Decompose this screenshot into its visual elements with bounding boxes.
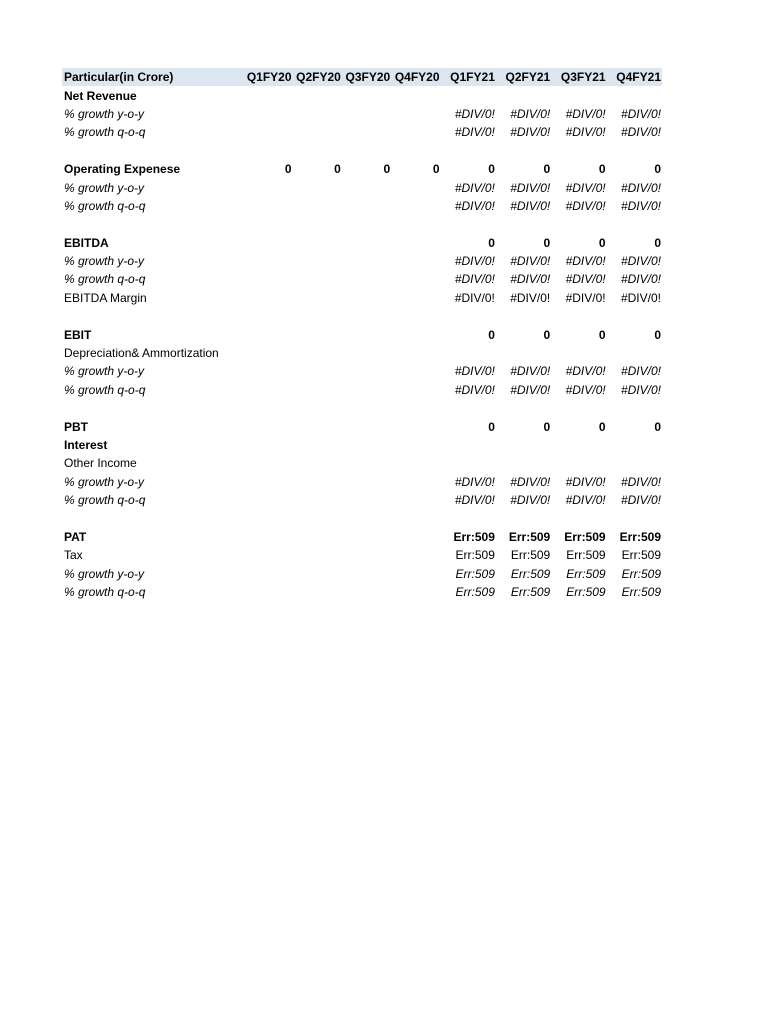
value-cell (391, 381, 440, 399)
value-cell: 0 (432, 162, 440, 177)
header-period-cell: Q4FY20 (391, 68, 440, 86)
value-cell (342, 142, 391, 160)
value-cell (243, 123, 292, 141)
row-label-cell: % growth q-o-q (64, 585, 146, 600)
value-cell (391, 307, 440, 325)
value-cell: #DIV/0! (620, 125, 661, 140)
header-particular-cell: Particular(in Crore) (62, 68, 243, 86)
value-cell (607, 344, 662, 362)
value-cell: #DIV/0! (620, 364, 661, 379)
value-cell (243, 215, 292, 233)
value-cell (391, 234, 440, 252)
value-cell (243, 417, 292, 435)
value-cell (441, 142, 496, 160)
value-cell (243, 252, 292, 270)
value-cell (243, 399, 292, 417)
value-cell: Err:509 (510, 548, 551, 563)
value-cell (293, 215, 342, 233)
value-cell (243, 178, 292, 196)
value-cell (391, 454, 440, 472)
header-period-cell: Q1FY20 (243, 68, 292, 86)
value-cell (391, 197, 440, 215)
header-period-cell: Q2FY20 (293, 68, 342, 86)
value-cell (391, 289, 440, 307)
value-cell (342, 546, 391, 564)
value-cell: 0 (488, 327, 495, 342)
table-body (62, 86, 662, 601)
value-cell (342, 105, 391, 123)
value-cell: Err:509 (619, 529, 661, 544)
value-cell (342, 270, 391, 288)
table-row (62, 234, 662, 252)
value-cell (391, 473, 440, 491)
value-cell: #DIV/0! (510, 106, 551, 121)
row-label-cell: EBIT (64, 327, 92, 342)
value-cell: Err:509 (508, 529, 551, 544)
row-label-cell (62, 509, 243, 527)
table-row (62, 344, 662, 362)
value-cell (293, 197, 342, 215)
value-cell: #DIV/0! (454, 290, 495, 305)
value-cell (441, 307, 496, 325)
value-cell: 0 (334, 162, 341, 177)
value-cell (496, 142, 551, 160)
value-cell: #DIV/0! (454, 125, 495, 140)
row-label-cell: % growth y-o-y (64, 566, 145, 581)
value-cell (293, 123, 342, 141)
value-cell (243, 86, 292, 104)
table-row (62, 270, 662, 288)
table-row (62, 197, 662, 215)
value-cell: Err:509 (621, 548, 661, 563)
value-cell: 0 (543, 162, 551, 177)
value-cell (342, 325, 391, 343)
value-cell (243, 325, 292, 343)
value-cell: 0 (598, 327, 606, 342)
value-cell: #DIV/0! (620, 474, 661, 489)
value-cell: #DIV/0! (454, 364, 495, 379)
value-cell (293, 399, 342, 417)
value-cell (441, 436, 496, 454)
value-cell (293, 565, 342, 583)
value-cell (342, 197, 391, 215)
row-label-cell: % growth q-o-q (64, 493, 146, 508)
value-cell (293, 325, 342, 343)
value-cell (342, 362, 391, 380)
value-cell (496, 344, 551, 362)
value-cell: #DIV/0! (565, 290, 606, 305)
value-cell (391, 417, 440, 435)
value-cell: Err:509 (621, 585, 661, 600)
value-cell (551, 344, 606, 362)
value-cell (342, 436, 391, 454)
value-cell (391, 252, 440, 270)
value-cell (496, 86, 551, 104)
value-cell: 0 (543, 235, 551, 250)
value-cell: #DIV/0! (620, 382, 661, 397)
value-cell: 0 (654, 162, 661, 177)
table-row (62, 325, 662, 343)
value-cell: #DIV/0! (620, 290, 661, 305)
value-cell (391, 528, 440, 546)
value-cell (342, 454, 391, 472)
header-period-cell: Q2FY21 (496, 68, 551, 86)
value-cell (551, 86, 606, 104)
value-cell (243, 546, 292, 564)
row-label-cell: Net Revenue (64, 88, 137, 103)
value-cell (293, 473, 342, 491)
row-label-cell: % growth q-o-q (64, 382, 146, 397)
row-label-cell (62, 142, 243, 160)
value-cell (342, 252, 391, 270)
value-cell: #DIV/0! (565, 198, 606, 213)
value-cell: #DIV/0! (565, 106, 606, 121)
value-cell (496, 436, 551, 454)
value-cell: #DIV/0! (565, 382, 606, 397)
table-row (62, 546, 662, 564)
value-cell: 0 (654, 419, 661, 434)
table-row (62, 160, 662, 178)
row-label-cell: % growth q-o-q (64, 125, 146, 140)
value-cell: #DIV/0! (510, 254, 551, 269)
value-cell: #DIV/0! (620, 493, 661, 508)
value-cell (243, 436, 292, 454)
value-cell (342, 381, 391, 399)
value-cell: #DIV/0! (454, 272, 495, 287)
value-cell (441, 399, 496, 417)
value-cell (607, 307, 662, 325)
value-cell (496, 454, 551, 472)
value-cell (293, 142, 342, 160)
table-row (62, 565, 662, 583)
value-cell (293, 454, 342, 472)
header-row (62, 68, 662, 86)
value-cell (342, 289, 391, 307)
header-period-cell: Q3FY21 (551, 68, 606, 86)
row-label-cell: PBT (64, 419, 88, 434)
value-cell: 0 (654, 327, 661, 342)
value-cell (243, 509, 292, 527)
value-cell: 0 (383, 162, 391, 177)
value-cell (342, 178, 391, 196)
spacer-row (62, 307, 662, 325)
table-row (62, 86, 662, 104)
value-cell (243, 473, 292, 491)
row-label-cell: % growth q-o-q (64, 272, 146, 287)
value-cell (391, 178, 440, 196)
value-cell: Err:509 (455, 566, 495, 581)
value-cell (293, 381, 342, 399)
table-row (62, 289, 662, 307)
value-cell: 0 (598, 419, 606, 434)
table-row (62, 362, 662, 380)
value-cell (243, 528, 292, 546)
value-cell: Err:509 (566, 566, 606, 581)
value-cell (391, 491, 440, 509)
row-label-cell: % growth y-o-y (64, 106, 145, 121)
value-cell (243, 289, 292, 307)
header-period-cell: Q1FY21 (441, 68, 496, 86)
row-label-cell: PAT (64, 529, 87, 544)
value-cell (243, 307, 292, 325)
value-cell: 0 (488, 162, 495, 177)
value-cell: Err:509 (510, 566, 551, 581)
value-cell (243, 362, 292, 380)
value-cell (496, 215, 551, 233)
value-cell (293, 509, 342, 527)
value-cell (342, 491, 391, 509)
row-label-cell: Tax (64, 548, 83, 563)
value-cell (391, 546, 440, 564)
value-cell (551, 142, 606, 160)
value-cell (391, 344, 440, 362)
value-cell (243, 454, 292, 472)
value-cell (243, 142, 292, 160)
value-cell: #DIV/0! (565, 180, 606, 195)
value-cell: #DIV/0! (454, 382, 495, 397)
table-row (62, 454, 662, 472)
value-cell: Err:509 (621, 566, 661, 581)
table-row (62, 473, 662, 491)
row-label-cell: % growth q-o-q (64, 198, 146, 213)
value-cell (441, 215, 496, 233)
value-cell (607, 436, 662, 454)
value-cell: #DIV/0! (565, 364, 606, 379)
value-cell: #DIV/0! (510, 198, 551, 213)
value-cell: #DIV/0! (510, 493, 551, 508)
value-cell (243, 105, 292, 123)
value-cell (243, 491, 292, 509)
value-cell (342, 565, 391, 583)
value-cell: Err:509 (564, 529, 606, 544)
row-label-cell: % growth y-o-y (64, 364, 145, 379)
value-cell: #DIV/0! (565, 125, 606, 140)
value-cell (293, 528, 342, 546)
row-label-cell (62, 215, 243, 233)
value-cell (607, 399, 662, 417)
value-cell (607, 454, 662, 472)
spacer-row (62, 399, 662, 417)
row-label-cell: Depreciation& Ammortization (64, 346, 219, 361)
value-cell (243, 270, 292, 288)
value-cell (551, 399, 606, 417)
table-row (62, 491, 662, 509)
header-period-cell: Q3FY20 (342, 68, 391, 86)
value-cell (496, 307, 551, 325)
value-cell: #DIV/0! (454, 198, 495, 213)
value-cell: #DIV/0! (454, 474, 495, 489)
value-cell (391, 215, 440, 233)
value-cell: #DIV/0! (565, 254, 606, 269)
value-cell (293, 546, 342, 564)
value-cell (391, 565, 440, 583)
value-cell (243, 344, 292, 362)
row-label-cell: Operating Expenese (64, 162, 181, 177)
value-cell (293, 583, 342, 601)
value-cell (391, 436, 440, 454)
table-row (62, 105, 662, 123)
value-cell (342, 583, 391, 601)
table-row (62, 178, 662, 196)
value-cell (391, 583, 440, 601)
value-cell (607, 142, 662, 160)
value-cell: #DIV/0! (620, 198, 661, 213)
value-cell (243, 197, 292, 215)
table-row (62, 123, 662, 141)
row-label-cell: % growth y-o-y (64, 254, 145, 269)
value-cell (293, 344, 342, 362)
value-cell: 0 (654, 235, 661, 250)
value-cell: Err:509 (510, 585, 551, 600)
value-cell (293, 105, 342, 123)
value-cell: #DIV/0! (565, 474, 606, 489)
value-cell (391, 123, 440, 141)
value-cell (293, 436, 342, 454)
value-cell: #DIV/0! (510, 125, 551, 140)
row-label-cell: % growth y-o-y (64, 180, 145, 195)
row-label-cell (62, 307, 243, 325)
table-row (62, 436, 662, 454)
value-cell (293, 252, 342, 270)
value-cell (551, 454, 606, 472)
row-label-cell: EBITDA (64, 235, 109, 250)
value-cell (441, 509, 496, 527)
spacer-row (62, 215, 662, 233)
value-cell: #DIV/0! (510, 290, 551, 305)
value-cell: Err:509 (566, 585, 606, 600)
value-cell: #DIV/0! (510, 474, 551, 489)
header-period-cell: Q4FY21 (607, 68, 662, 86)
value-cell (391, 142, 440, 160)
value-cell (342, 473, 391, 491)
value-cell (342, 123, 391, 141)
value-cell: #DIV/0! (620, 272, 661, 287)
value-cell: #DIV/0! (454, 106, 495, 121)
value-cell (441, 344, 496, 362)
value-cell (607, 86, 662, 104)
value-cell (293, 86, 342, 104)
value-cell: #DIV/0! (620, 180, 661, 195)
row-label-cell: Interest (64, 438, 108, 452)
value-cell: 0 (543, 419, 551, 434)
value-cell: #DIV/0! (510, 180, 551, 195)
value-cell (496, 509, 551, 527)
row-label-cell: EBITDA Margin (64, 290, 147, 305)
table-row (62, 417, 662, 435)
value-cell (342, 344, 391, 362)
table-row (62, 528, 662, 546)
value-cell (391, 509, 440, 527)
value-cell (607, 215, 662, 233)
value-cell (551, 307, 606, 325)
value-cell: 0 (598, 235, 606, 250)
spacer-row (62, 509, 662, 527)
value-cell: #DIV/0! (620, 254, 661, 269)
value-cell: 0 (284, 162, 292, 177)
value-cell: #DIV/0! (620, 106, 661, 121)
value-cell: #DIV/0! (510, 272, 551, 287)
financial-table (62, 68, 662, 601)
value-cell (293, 270, 342, 288)
value-cell: 0 (488, 235, 495, 250)
value-cell (342, 417, 391, 435)
value-cell: Err:509 (455, 548, 495, 563)
value-cell (293, 289, 342, 307)
value-cell (293, 307, 342, 325)
value-cell (342, 528, 391, 546)
value-cell (293, 417, 342, 435)
value-cell (607, 509, 662, 527)
value-cell (342, 234, 391, 252)
value-cell (342, 215, 391, 233)
value-cell (293, 491, 342, 509)
value-cell (342, 307, 391, 325)
value-cell (243, 381, 292, 399)
spacer-row (62, 142, 662, 160)
value-cell: #DIV/0! (454, 180, 495, 195)
row-label-cell (62, 399, 243, 417)
value-cell (496, 399, 551, 417)
value-cell (293, 234, 342, 252)
value-cell (391, 362, 440, 380)
value-cell: 0 (488, 419, 495, 434)
value-cell (391, 399, 440, 417)
value-cell: Err:509 (455, 585, 495, 600)
row-label-cell: % growth y-o-y (64, 474, 145, 489)
value-cell (293, 178, 342, 196)
value-cell (293, 362, 342, 380)
value-cell (243, 565, 292, 583)
value-cell (243, 583, 292, 601)
value-cell: Err:509 (453, 529, 495, 544)
value-cell: Err:509 (566, 548, 606, 563)
value-cell (342, 86, 391, 104)
value-cell (441, 454, 496, 472)
value-cell: #DIV/0! (510, 364, 551, 379)
table-row (62, 252, 662, 270)
value-cell: #DIV/0! (510, 382, 551, 397)
value-cell: #DIV/0! (565, 272, 606, 287)
value-cell (342, 509, 391, 527)
value-cell (551, 215, 606, 233)
value-cell: #DIV/0! (454, 254, 495, 269)
value-cell (391, 105, 440, 123)
value-cell: 0 (598, 162, 606, 177)
value-cell (441, 86, 496, 104)
value-cell: #DIV/0! (454, 493, 495, 508)
value-cell (342, 399, 391, 417)
value-cell (243, 234, 292, 252)
value-cell (551, 436, 606, 454)
value-cell (551, 509, 606, 527)
table-row (62, 381, 662, 399)
value-cell (391, 270, 440, 288)
table-row (62, 583, 662, 601)
value-cell (391, 86, 440, 104)
row-label-cell: Other Income (64, 456, 137, 471)
value-cell: #DIV/0! (565, 493, 606, 508)
value-cell (391, 325, 440, 343)
value-cell: 0 (543, 327, 551, 342)
